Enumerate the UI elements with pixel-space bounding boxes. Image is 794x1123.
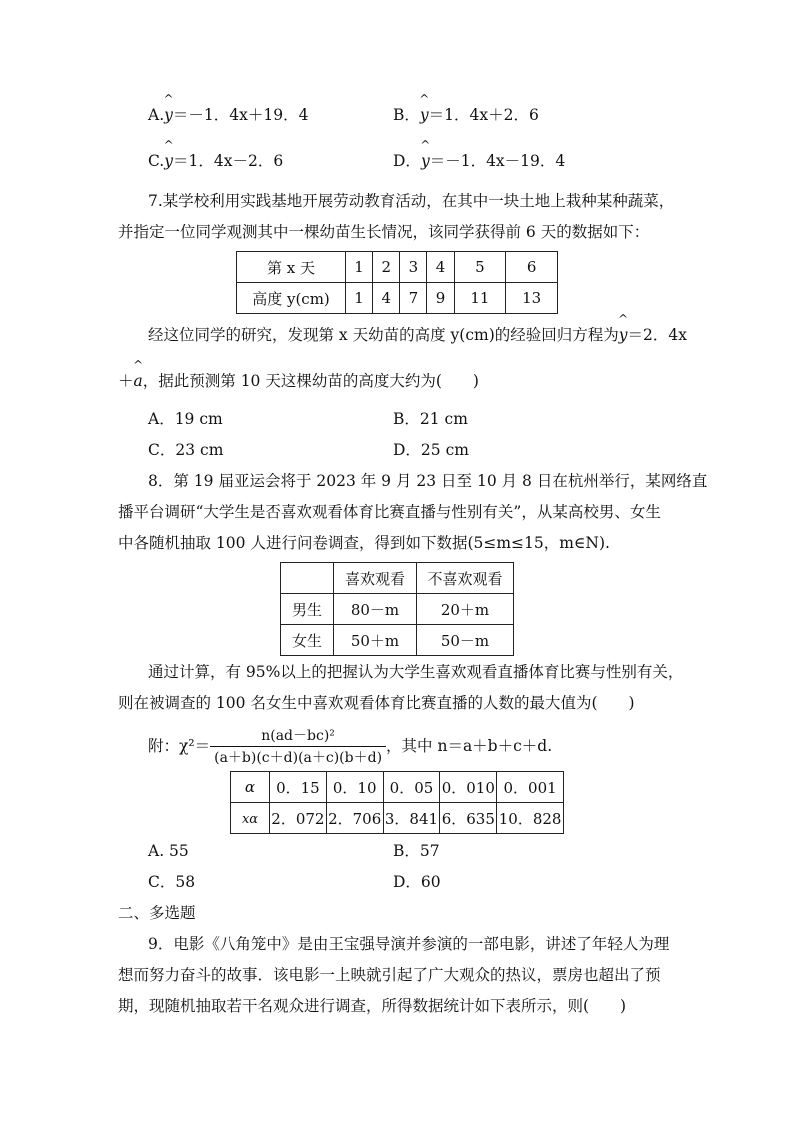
alpha-label: α [244, 778, 256, 796]
plus-sign: ＋ [118, 372, 134, 390]
option-rhs: ＝1．4x－2．6 [173, 152, 284, 170]
hat-mark: ^ [163, 92, 174, 106]
table-header-cell: 喜欢观看 [334, 563, 417, 594]
table-cell: 0．10 [326, 772, 383, 803]
q8-stem-line5: 则在被调查的 100 名女生中喜欢观看体育比赛直播的人数的最大值为( ) [118, 694, 635, 712]
q6-option-d [393, 138, 566, 172]
q8-option-a: A. 55 [148, 842, 189, 860]
fraction [210, 727, 386, 767]
table-cell: 7 [400, 283, 427, 314]
q7-stem-line3 [148, 312, 687, 346]
table-cell: 2．706 [326, 803, 383, 834]
stem-text: 经这位同学的研究，发现第 x 天幼苗的高度 y(cm)的经验回归方程为 [148, 326, 619, 344]
table-cell: 20＋m [417, 594, 514, 625]
table-header-cell: 第 x 天 [237, 252, 346, 283]
q7-stem-line2: 并指定一位同学观测其中一棵幼苗生长情况，该同学获得前 6 天的数据如下： [118, 223, 650, 241]
stem-text: ，据此预测第 10 天这棵幼苗的高度大约为( ) [142, 372, 479, 390]
table-row [281, 563, 514, 594]
table-cell: 0．010 [440, 772, 497, 803]
table-cell: 1 [346, 252, 373, 283]
a-hat [133, 358, 144, 392]
q7-option-d: D．25 cm [393, 441, 469, 459]
hat-mark: ^ [133, 358, 144, 372]
q8-survey-table [280, 562, 514, 656]
option-rhs: ＝－1．4x－19．4 [429, 152, 566, 170]
table-header-cell [231, 803, 270, 834]
table-row [231, 772, 564, 803]
table-cell: 0．001 [497, 772, 564, 803]
formula-prefix: 附：χ²＝ [148, 737, 211, 755]
option-rhs: ＝1．4x＋2．6 [428, 106, 539, 124]
table-header-cell: 女生 [281, 625, 334, 656]
hat-mark: ^ [163, 138, 174, 152]
section-heading: 二、多选题 [118, 904, 196, 922]
hat-mark: ^ [618, 312, 629, 326]
table-cell: 5 [454, 252, 506, 283]
q8-option-d: D．60 [393, 873, 441, 891]
q8-formula [148, 726, 552, 770]
q7-option-a: A．19 cm [148, 410, 223, 428]
y-hat [163, 138, 174, 172]
q7-stem-line1: 7.某学校利用实践基地开展劳动教育活动，在其中一块土地上栽种某种蔬菜， [148, 192, 675, 210]
table-cell: 6 [506, 252, 558, 283]
table-cell: 0．05 [383, 772, 440, 803]
q6-option-a [148, 92, 309, 126]
table-cell: 4 [373, 283, 400, 314]
table-header-cell [281, 563, 334, 594]
q9-stem-line1: 9．电影《八角笼中》是由王宝强导演并参演的一部电影，讲述了年轻人为理 [148, 935, 670, 953]
option-prefix: D． [393, 152, 421, 170]
table-cell: 1 [346, 283, 373, 314]
q9-stem-line2: 想而努力奋斗的故事．该电影一上映就引起了广大观众的热议，票房也超出了预 [118, 966, 661, 984]
table-cell: 13 [506, 283, 558, 314]
table-cell: 9 [427, 283, 454, 314]
table-cell: 3 [400, 252, 427, 283]
q8-stem-line2: 播平台调研“大学生是否喜欢观看体育比赛直播与性别有关”，从某高校男、女生 [118, 503, 661, 521]
table-row [237, 252, 558, 283]
q6-option-b [393, 92, 539, 126]
table-header-cell: 高度 y(cm) [237, 283, 346, 314]
option-prefix: C. [148, 152, 165, 170]
table-header-cell: 男生 [281, 594, 334, 625]
fraction-numerator: n(ad－bc)² [210, 727, 386, 747]
q7-option-b: B．21 cm [393, 410, 468, 428]
q8-option-b: B．57 [393, 842, 440, 860]
q8-option-c: C．58 [148, 873, 196, 891]
y-var: y [618, 326, 628, 344]
q8-stem-line4: 通过计算，有 95%以上的把握认为大学生喜欢观看直播体育比赛与性别有关， [148, 663, 684, 681]
y-var: y [164, 106, 173, 124]
table-cell: 50－m [417, 625, 514, 656]
y-hat [163, 92, 174, 126]
y-var: y [419, 106, 429, 124]
q6-option-c [148, 138, 284, 172]
option-prefix: B． [393, 106, 420, 124]
a-var: a [133, 372, 143, 390]
table-cell: 10．828 [497, 803, 564, 834]
hat-mark: ^ [419, 92, 430, 106]
y-hat [618, 312, 629, 346]
table-cell: 0．15 [270, 772, 327, 803]
q8-stem-line3: 中各随机抽取 100 人进行问卷调查，得到如下数据(5≤m≤15，m∈N). [118, 534, 610, 552]
table-cell: 2．072 [270, 803, 327, 834]
hat-mark: ^ [420, 138, 431, 152]
x-alpha-label: xα [241, 812, 259, 827]
q7-stem-line4 [118, 358, 479, 392]
formula-suffix: ，其中 n＝a＋b＋c＋d. [386, 737, 553, 755]
option-prefix: A. [148, 106, 165, 124]
q8-stem-line1: 8．第 19 届亚运会将于 2023 年 9 月 23 日至 10 月 8 日在杭州举行，某网络直 [148, 472, 708, 490]
table-row [237, 283, 558, 314]
table-row [281, 625, 514, 656]
table-header-cell: 不喜欢观看 [417, 563, 514, 594]
table-cell: 3．841 [383, 803, 440, 834]
q7-data-table [236, 251, 558, 314]
table-row [231, 803, 564, 834]
y-hat [420, 138, 431, 172]
q8-critical-value-table [230, 771, 564, 834]
q7-option-c: C．23 cm [148, 441, 224, 459]
y-var: y [420, 152, 430, 170]
table-cell: 2 [373, 252, 400, 283]
y-hat [419, 92, 430, 126]
option-rhs: ＝－1．4x＋19．4 [172, 106, 309, 124]
equation-rhs: ＝2．4x [627, 326, 687, 344]
table-cell: 80－m [334, 594, 417, 625]
table-cell: 11 [454, 283, 506, 314]
table-cell: 4 [427, 252, 454, 283]
table-row [281, 594, 514, 625]
q9-stem-line3: 期，现随机抽取若干名观众进行调查，所得数据统计如下表所示，则( ) [118, 997, 627, 1015]
table-header-cell [231, 772, 270, 803]
table-cell: 6．635 [440, 803, 497, 834]
fraction-denominator: (a＋b)(c＋d)(a＋c)(b＋d) [214, 750, 383, 766]
table-cell: 50＋m [334, 625, 417, 656]
y-var: y [164, 152, 173, 170]
